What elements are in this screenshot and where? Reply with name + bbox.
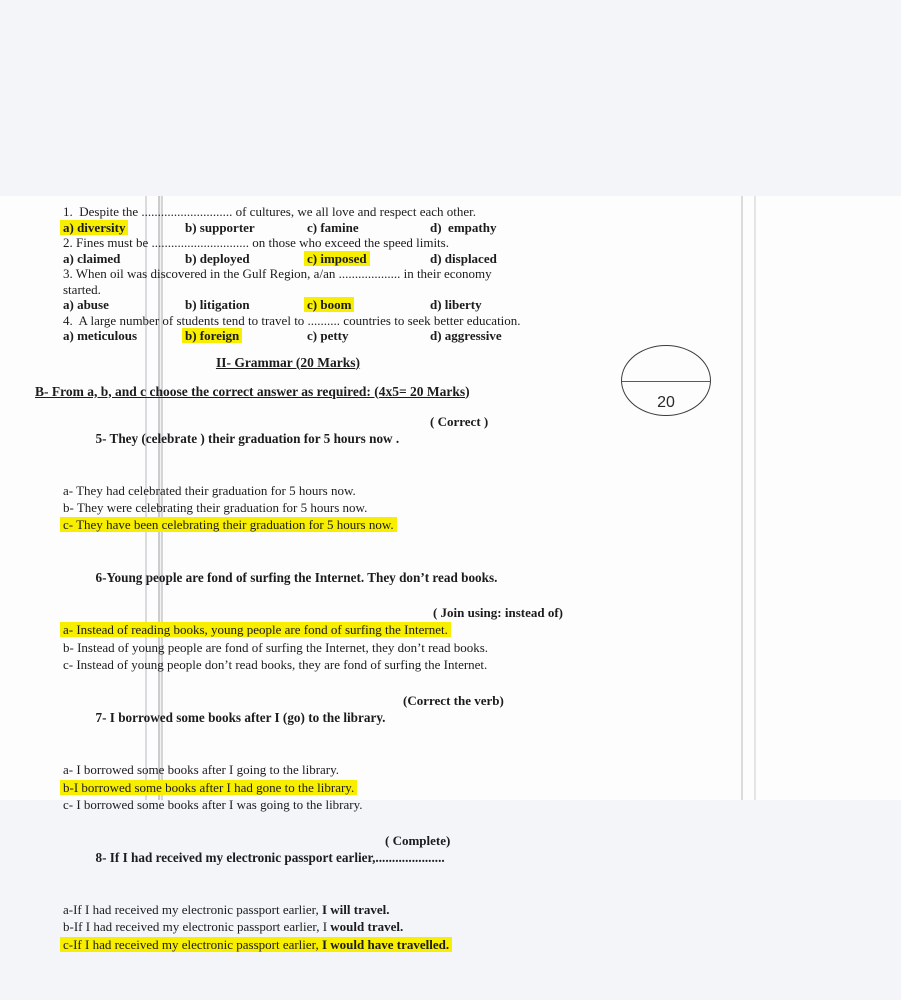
question-5-directive: ( Correct ): [430, 413, 489, 429]
highlighted-answer: a) diversity: [60, 220, 128, 235]
vocab-option-2c: [307, 251, 430, 267]
question-5-choice-b: b- They were celebrating their graduation for 5 hours now.: [63, 499, 368, 515]
page-edge-line-right-outer: [754, 196, 756, 800]
vocab-option-2a: a) claimed: [63, 250, 121, 266]
grammar-question-8: [63, 832, 573, 953]
choice-text: a-If I had received my electronic passport earlier,: [63, 902, 322, 918]
score-oval-divider-line: [622, 381, 710, 382]
highlighted-answer: c) boom: [304, 297, 354, 312]
vocab-option-2d: d) displaced: [430, 250, 497, 266]
vocab-option-3d: d) liberty: [430, 297, 482, 312]
question-6-stem: 6-Young people are fond of surfing the Internet. They don’t read books.: [95, 570, 498, 586]
vocab-options-1: [63, 220, 573, 236]
choice-bold-tail: would travel.: [330, 919, 404, 935]
vocab-option-1a: [63, 220, 185, 236]
vocab-option-1b: b) supporter: [185, 219, 255, 235]
question-7-choice-c: c- I borrowed some books after I was going to the library.: [63, 796, 363, 812]
vocab-option-4c: c) petty: [307, 328, 349, 343]
vocab-option-1d: d) empathy: [430, 219, 497, 235]
question-5-stem: 5- They (celebrate ) their graduation for 5 hours now .: [95, 430, 400, 446]
vocab-option-4a: a) meticulous: [63, 328, 138, 343]
question-7-stem: 7- I borrowed some books after I (go) to the library.: [95, 710, 386, 726]
choice-bold-tail: I would have travelled.: [321, 936, 450, 952]
question-5-head: [63, 413, 573, 481]
grammar-instruction: B- From a, b, and c choose the correct answer as required: (4x5= 20 Marks): [35, 383, 470, 399]
question-8-choice-b: [63, 918, 573, 935]
vocab-option-3a: a) abuse: [63, 297, 109, 312]
question-6-choice-b: b- Instead of young people are fond of surfing the Internet, they don’t read books.: [63, 639, 489, 655]
vocab-question-3-line-2: started.: [63, 281, 101, 297]
grammar-section: [35, 354, 573, 954]
vocab-option-3b: b) litigation: [185, 297, 250, 312]
question-7-head: [63, 692, 573, 760]
vocab-option-4b: [185, 328, 307, 344]
vocab-option-4d: d) aggressive: [430, 328, 502, 343]
score-value: 20: [657, 394, 675, 411]
score-oval: [621, 345, 711, 416]
vocab-section: [63, 204, 573, 344]
question-7-choice-b: [63, 779, 573, 796]
vocab-question-3-line-1: 3. When oil was discovered in the Gulf Region, a/an ................... in their economy: [63, 266, 492, 281]
question-5-choice-a: a- They had celebrated their graduation for 5 hours now.: [63, 482, 356, 498]
question-6-choice-c: c- Instead of young people don’t read books, they are fond of surfing the Internet.: [63, 656, 488, 672]
question-8-choice-c: [63, 936, 573, 953]
grammar-question-5: [63, 413, 573, 534]
exam-content: [35, 204, 573, 953]
vocab-option-1c: c) famine: [307, 219, 359, 235]
highlighted-answer: b-I borrowed some books after I had gone to the library.: [60, 780, 357, 795]
highlighted-answer: c) imposed: [304, 251, 370, 266]
grammar-section-heading: II- Grammar (20 Marks): [215, 354, 361, 370]
highlighted-answer: [60, 937, 452, 952]
vocab-option-2b: b) deployed: [185, 250, 250, 266]
highlighted-answer: a- Instead of reading books, young people are fond of surfing the Internet.: [60, 622, 451, 637]
page-edge-line-right-inner: [741, 196, 743, 800]
question-8-stem: 8- If I had received my electronic passport earlier,.....................: [95, 850, 445, 866]
question-6-head: [63, 552, 573, 603]
question-8-choice-a: [63, 901, 573, 918]
question-5-choice-c: [63, 516, 573, 533]
vocab-question-4: 4. A large number of students tend to travel to .......... countries to seek better education.: [63, 312, 521, 328]
question-6-directive: ( Join using: instead of): [432, 605, 563, 621]
question-6-choice-a: [63, 621, 573, 638]
grammar-question-6: [63, 552, 573, 673]
highlighted-answer: c- They have been celebrating their graduation for 5 hours now.: [60, 517, 397, 532]
question-8-head: [63, 832, 573, 900]
choice-text: b-If I had received my electronic passport earlier, I: [63, 919, 331, 935]
vocab-question-1: 1. Despite the ............................ of cultures, we all love and respect each other.: [63, 204, 476, 219]
vocab-options-3: [63, 297, 573, 313]
choice-bold-tail: I will travel.: [321, 902, 390, 918]
question-7-choice-a: a- I borrowed some books after I going to the library.: [63, 762, 340, 778]
grammar-question-7: [63, 692, 573, 813]
vocab-options-4: [63, 328, 573, 344]
vocab-question-2: 2. Fines must be .............................. on those who exceed the speed limits.: [63, 235, 449, 250]
question-7-directive: (Correct the verb): [403, 693, 504, 709]
highlighted-answer: b) foreign: [182, 328, 242, 343]
document-page: [0, 196, 901, 952]
question-8-directive: ( Complete): [385, 833, 451, 849]
vocab-option-3c: [307, 297, 430, 313]
choice-text: c-If I had received my electronic passport earlier,: [63, 936, 322, 952]
vocab-options-2: [63, 251, 573, 267]
